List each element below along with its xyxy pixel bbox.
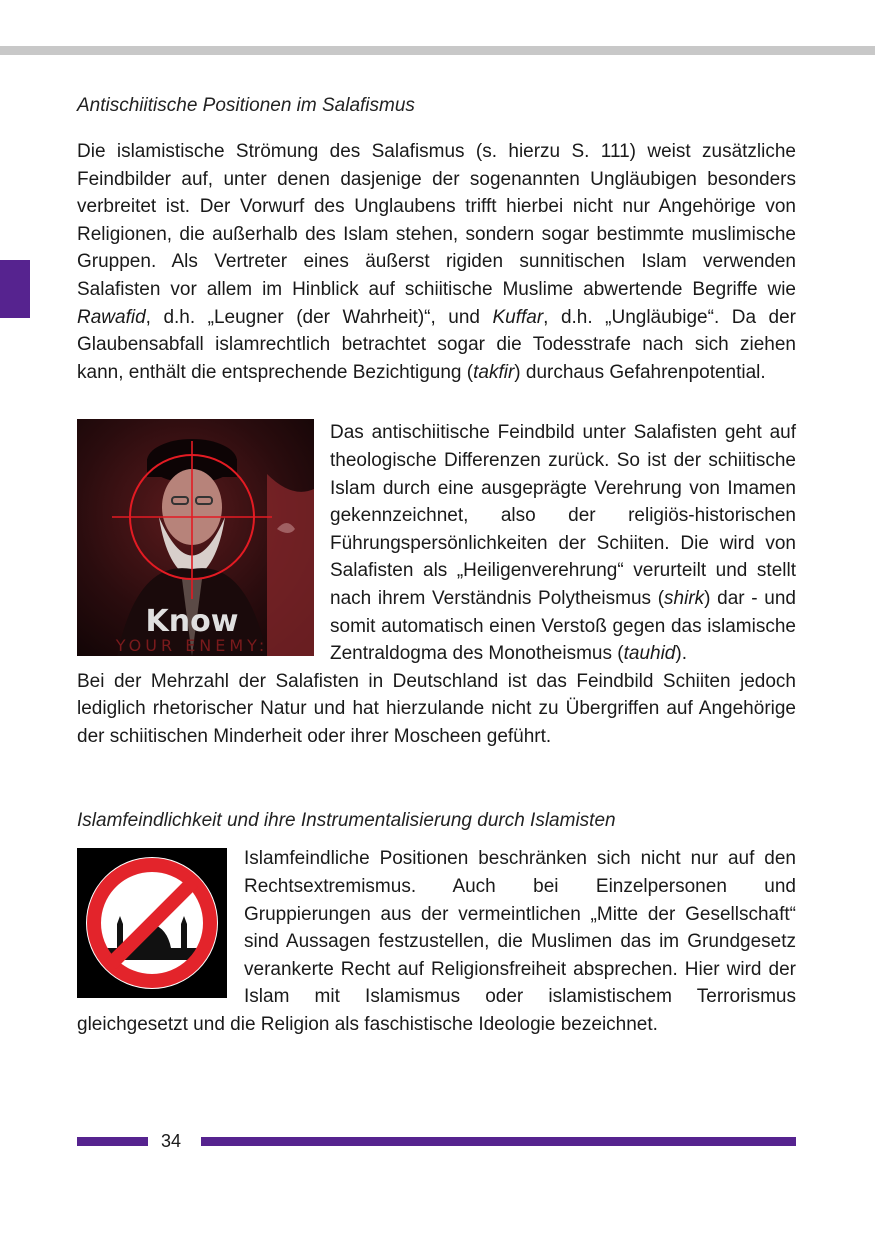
chapter-tab-marker bbox=[0, 260, 30, 318]
footer-bar-right bbox=[201, 1137, 796, 1146]
section-heading-islamfeindlichkeit: Islamfeindlichkeit und ihre Instrumentalisierung durch Islamisten bbox=[77, 810, 616, 832]
know-caption: Know bbox=[145, 604, 239, 640]
page-footer bbox=[77, 1130, 796, 1150]
section-heading-antischiitisch: Antischiitische Positionen im Salafismus bbox=[77, 95, 415, 116]
text-run: , d.h. „Leugner (der Wahrheit)“, und bbox=[145, 306, 493, 328]
page-content bbox=[77, 92, 796, 1039]
text-run: ) durchaus Gefahrenpotential. bbox=[514, 361, 766, 383]
paragraph-islamfeindliche-positionen: Islamfeindliche Positionen beschränken sich nicht nur auf den Rechtsextremismus. Auch bei Einzelpersonen und Gruppierungen aus der vermeintlichen „Mitte der Gesellschaft“ sind Aussagen festzustellen, die Muslimen das im Grundgesetz verankerte Recht auf Religionsfreiheit absprechen. Hier wird der Islam mit Islamismus oder islamistischem Terrorismus gleichgesetzt und die Religion als faschistische Ideologie bezeichnet. bbox=[77, 848, 796, 1036]
no-mosque-sign-image bbox=[77, 848, 227, 998]
text-run: ) dar - und somit automatisch einen Verstoß gegen das islamische Zentraldogma des Monotheismus ( bbox=[330, 587, 797, 665]
footer-bar-left bbox=[77, 1137, 148, 1146]
your-enemy-caption: YOUR ENEMY: bbox=[115, 636, 269, 656]
term-takfir: takfir bbox=[473, 361, 515, 383]
top-rule bbox=[0, 46, 875, 55]
text-run: Die islamistische Strömung des Salafismus (s. hierzu S. 111) weist zusätzliche Feindbilder auf, unter denen dasjenige der sogenannten Ungläubigen besonders verbreitet ist. Der Vorwurf des Unglaubens trifft hierbei nicht nur Angehörige von Religionen, die außerhalb des Islam stehen, sondern sogar bestimmte muslimische Gruppen. Als Vertreter eines äußerst rigiden sunnitischen Islam verwenden Salafisten vor allem im Hinblick auf schiitische Muslime abwertende Begriffe wie bbox=[77, 141, 796, 300]
term-rawafid: Rawafid bbox=[77, 306, 146, 328]
term-tauhid: tauhid bbox=[623, 643, 676, 665]
paragraph-salafismus-feindbilder bbox=[77, 138, 796, 386]
page-number: 34 bbox=[161, 1131, 182, 1151]
text-run: , d.h. „Ungläubige“. Da der Glaubensabfall islamrechtlich betrachtet sogar die Todesstrafe nach sich ziehen kann, enthält die entsprechende Bezichtigung ( bbox=[77, 306, 796, 383]
text-run: Das antischiitische Feindbild unter Salafisten geht auf theologische Differenzen zurück. So ist der schiitische Islam durch eine ausgeprägte Verehrung von Imamen gekennzeichnet, also der religiös-historischen Führungspersönlichkeiten der Schiiten. Die wird von Salafisten als „Heiligenverehrung“ verurteilt und stellt nach ihrem Verständnis Polytheismus ( bbox=[330, 422, 796, 609]
text-run: ). bbox=[675, 643, 687, 665]
paragraph-rhetorische-natur: Bei der Mehrzahl der Salafisten in Deutschland ist das Feindbild Schiiten jedoch lediglich rhetorischer Natur und hat hierzulande nicht zu Übergriffen auf Angehörige der schiitischen Minderheit oder ihrer Moscheen geführt. bbox=[77, 670, 796, 747]
know-your-enemy-image bbox=[77, 419, 314, 656]
term-shirk: shirk bbox=[664, 587, 705, 609]
term-kuffar: Kuffar bbox=[492, 306, 544, 328]
